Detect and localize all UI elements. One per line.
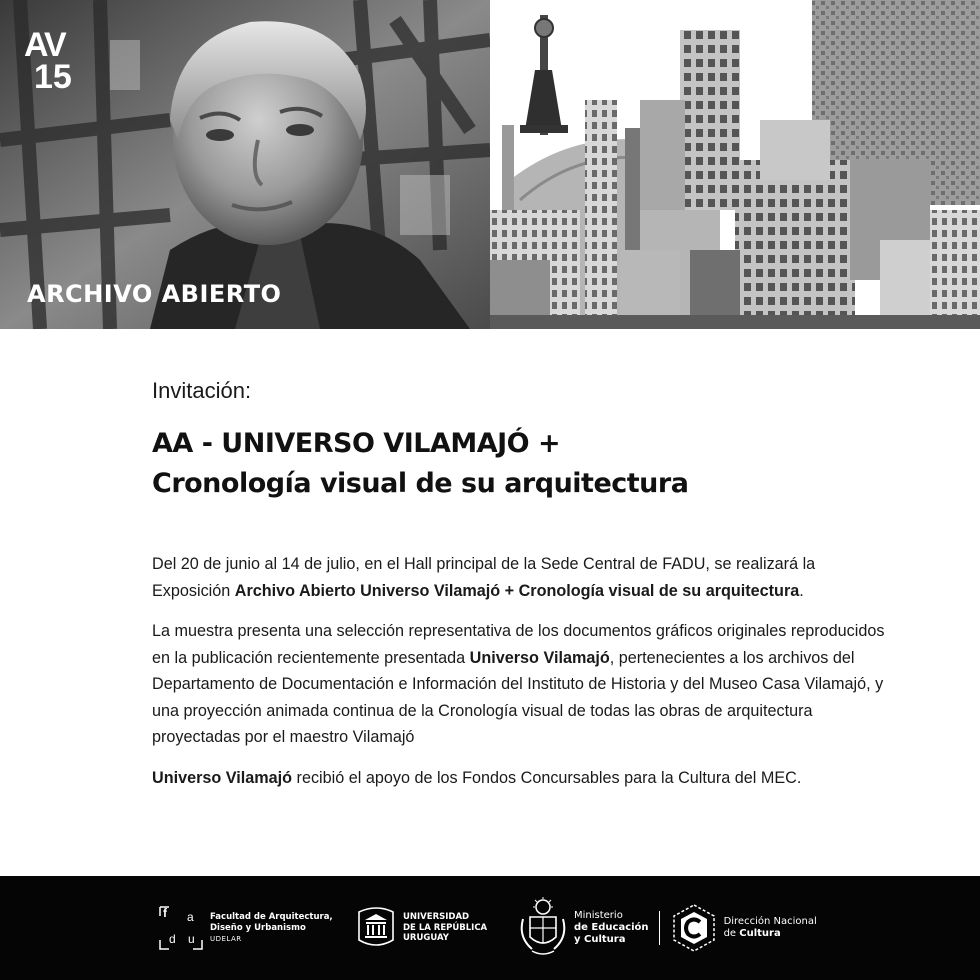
udelar-name — [403, 912, 487, 944]
city-collage-image — [490, 0, 980, 329]
udelar-line-1: UNIVERSIDAD — [403, 912, 470, 923]
fadu-letter-a: a — [187, 910, 194, 924]
p3-text: recibió el apoyo de los Fondos Concursables para la Cultura del MEC. — [292, 768, 802, 787]
fadu-logo — [159, 876, 333, 980]
p1-text-b: . — [799, 581, 804, 600]
header-banner — [0, 0, 980, 329]
p3-publication-name: Universo Vilamajó — [152, 768, 293, 787]
fadu-line-2: Diseño y Urbanismo — [210, 922, 306, 933]
fadu-logo-mark — [159, 906, 203, 950]
dnc-line-2 — [724, 928, 817, 940]
city-collage-illustration — [490, 0, 980, 329]
fadu-letter-d: d — [169, 932, 176, 946]
logo-divider — [659, 911, 660, 945]
mec-logo — [518, 876, 817, 980]
fadu-name — [210, 912, 333, 945]
dnc-line-2-a: de — [723, 928, 740, 939]
event-title-line-2: Cronología visual de su arquitectura — [152, 468, 689, 499]
mec-line-1: Ministerio — [574, 910, 623, 921]
invitation-label: Invitación: — [152, 378, 252, 403]
p2-publication-name: Universo Vilamajó — [469, 648, 610, 667]
p1-text-a: Del 20 de junio al 14 de julio, en el Hall principal de la Sede Central de FADU, se realizará la Exposición — [152, 555, 816, 600]
av15-logo — [24, 28, 84, 94]
dnc-line-2-b: Cultura — [739, 928, 781, 939]
p1-exhibition-name: Archivo Abierto Universo Vilamajó + Cronología visual de su arquitectura — [234, 581, 800, 600]
event-title — [152, 424, 892, 504]
p2-text-a: La muestra presenta una selección representativa de los documentos gráficos originales reproducidos en la publicación recientemente presentada — [152, 622, 885, 667]
dnc-line-1: Dirección Nacional — [723, 916, 817, 927]
uruguay-coat-of-arms-icon — [518, 897, 568, 959]
udelar-building-icon — [357, 906, 395, 950]
paragraph-dates — [152, 551, 892, 604]
paragraph-support — [152, 765, 892, 792]
paragraph-description — [152, 618, 892, 751]
udelar-line-3: URUGUAY — [403, 933, 449, 944]
mec-name — [574, 910, 649, 946]
fadu-line-1: Facultad de Arquitectura, — [210, 911, 333, 922]
portrait-photo — [0, 0, 490, 329]
fadu-line-3: UDELAR — [210, 934, 242, 943]
fadu-letter-u: u — [188, 932, 195, 946]
mec-line-2: de Educación — [574, 922, 649, 933]
banner-title: ARCHIVO ABIERTO — [27, 280, 282, 308]
invitation-content — [152, 378, 892, 791]
fadu-letter-f: f — [163, 906, 167, 920]
event-title-line-1: AA - UNIVERSO VILAMAJÓ + — [152, 428, 561, 459]
av-logo-letters: AV — [24, 26, 65, 64]
dnc-name — [724, 916, 817, 940]
udelar-logo — [357, 876, 487, 980]
mec-line-3: y Cultura — [574, 934, 626, 945]
footer-logos-bar — [0, 876, 980, 980]
p2-text-b: , pertenecientes a los archivos del Departamento de Documentación e Información del Instituto de Historia y del Museo Casa Vilamajó, y una proyección animada continua de la Cronología visual de todas las obras de arquitectura proyectadas por el maestro Vilamajó — [152, 648, 884, 746]
udelar-line-2: DE LA REPÚBLICA — [403, 922, 488, 933]
av-logo-number: 15 — [34, 58, 72, 96]
dnc-hexagon-c-icon — [670, 903, 718, 953]
